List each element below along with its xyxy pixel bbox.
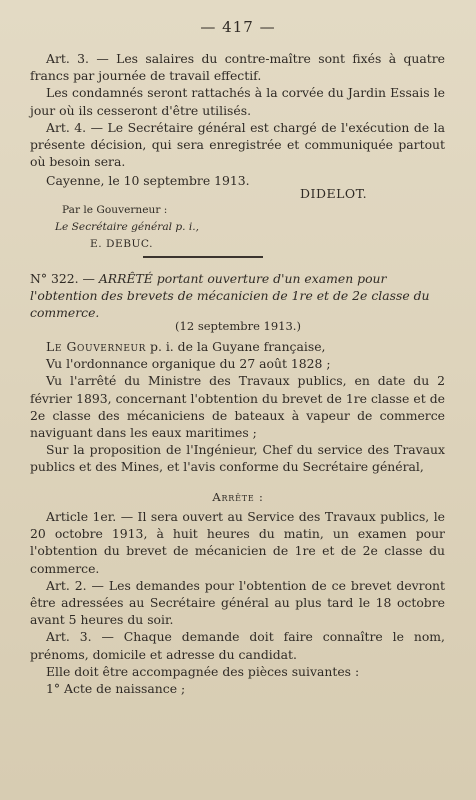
vu-ordonnance: Vu l'ordonnance organique du 27 août 1828 ; [46, 356, 331, 372]
governor-qualifier: p. i. de la Guyane française, [150, 339, 326, 354]
secretary-role: Le Secrétaire général p. i., [55, 221, 200, 233]
decision-articles [30, 50, 445, 190]
governor-signature: DIDELOT. [300, 186, 368, 201]
article-4-paragraph: Art. 4. — Le Secrétaire général est chargé de l'exécution de la présente décision, qui sera enregistrée et communiquée partout où besoin sera. [30, 119, 445, 170]
piece-item-1: 1° Acte de naissance ; [46, 681, 186, 697]
secretary-name: E. DEBUC. [90, 238, 154, 250]
arrete-title: ARRÊTÉ portant ouverture d'un examen pour l'obtention des brevets de mécanicien de 1re et de 2e classe du commerce. [30, 271, 430, 320]
vu-arrete: Vu l'arrêté du Ministre des Travaux publics, en date du 2 février 1893, concernant l'obtention du brevet de 1re classe et de 2e classe des mécaniciens de bateaux à vapeur de commerce naviguant dans les eaux maritimes ; [30, 373, 445, 441]
article-3-paragraph: Art. 3. — Les salaires du contre-maître sont fixés à quatre francs par journée de travail effectif. [30, 51, 445, 84]
sur-proposition: Sur la proposition de l'Ingénieur, Chef du service des Travaux publics et des Mines, et l'avis conforme du Secrétaire général, [30, 442, 445, 475]
arrete-body [30, 338, 445, 476]
page-number: — 417 — [200, 18, 276, 36]
pieces-intro: Elle doit être accompagnée des pièces suivantes : [46, 663, 360, 679]
arrete-articles [30, 508, 445, 697]
section-divider [143, 256, 263, 258]
article-1: Article 1er. — Il sera ouvert au Service des Travaux publics, le 20 octobre 1913, à huit heures du matin, un examen pour l'obtention du brevet de mécanicien de 1re et de 2e classe du commerce. [30, 509, 445, 576]
arrete-date: (12 septembre 1913.) [175, 319, 301, 333]
arrete-number: N° 322. — [30, 271, 95, 286]
place-date: Cayenne, le 10 septembre 1913. [46, 173, 250, 189]
governor-line [30, 338, 445, 355]
condamnes-paragraph: Les condamnés seront rattachés à la corvée du Jardin Essais le jour où ils cesseront d'être utilisés. [30, 85, 445, 118]
arrete-verb-heading: Arrête : [212, 490, 264, 504]
article-3: Art. 3. — Chaque demande doit faire connaître le nom, prénoms, domicile et adresse du candidat. [30, 629, 445, 662]
governor-title: Le Gouverneur [46, 339, 147, 354]
article-2: Art. 2. — Les demandes pour l'obtention de ce brevet devront être adressées au Secrétaire général au plus tard le 18 octobre avant 5 heures du soir. [30, 577, 445, 628]
par-le-gouverneur: Par le Gouverneur : [62, 204, 168, 216]
arrete-heading [30, 270, 450, 321]
